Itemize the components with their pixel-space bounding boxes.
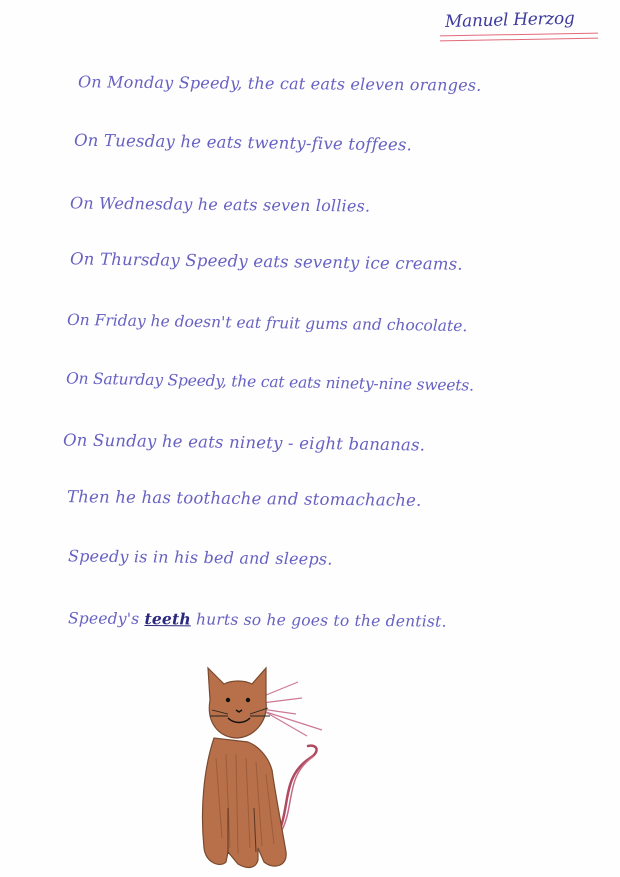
cat-drawing bbox=[192, 658, 342, 873]
story-line: On Wednesday he eats seven lollies. bbox=[69, 193, 371, 216]
story-line-last bbox=[68, 608, 447, 630]
last-line-suffix: hurts so he goes to the dentist. bbox=[195, 610, 447, 631]
cat-eye bbox=[246, 698, 250, 702]
story-line: On Thursday Speedy eats seventy ice creams. bbox=[69, 249, 463, 274]
author-underline bbox=[440, 33, 598, 37]
cat-head bbox=[208, 668, 266, 738]
story-line: On Friday he doesn't eat fruit gums and chocolate. bbox=[66, 310, 468, 336]
last-line-prefix: Speedy's bbox=[67, 609, 140, 628]
cat-body bbox=[202, 738, 286, 867]
story-line: Then he has toothache and stomachache. bbox=[66, 487, 422, 510]
cat-eye bbox=[226, 698, 230, 702]
cat-tail bbox=[276, 746, 317, 838]
corrected-word: teeth bbox=[144, 609, 191, 629]
story-line: On Saturday Speedy, the cat eats ninety-nine sweets. bbox=[65, 369, 474, 395]
story-line: On Sunday he eats ninety - eight bananas. bbox=[62, 430, 426, 455]
story-line: On Monday Speedy, the cat eats eleven oranges. bbox=[77, 72, 482, 95]
story-line: Speedy is in his bed and sleeps. bbox=[67, 546, 333, 569]
author-underline bbox=[440, 38, 598, 42]
author-name: Manuel Herzog bbox=[444, 8, 575, 32]
story-line: On Tuesday he eats twenty-five toffees. bbox=[73, 130, 413, 155]
